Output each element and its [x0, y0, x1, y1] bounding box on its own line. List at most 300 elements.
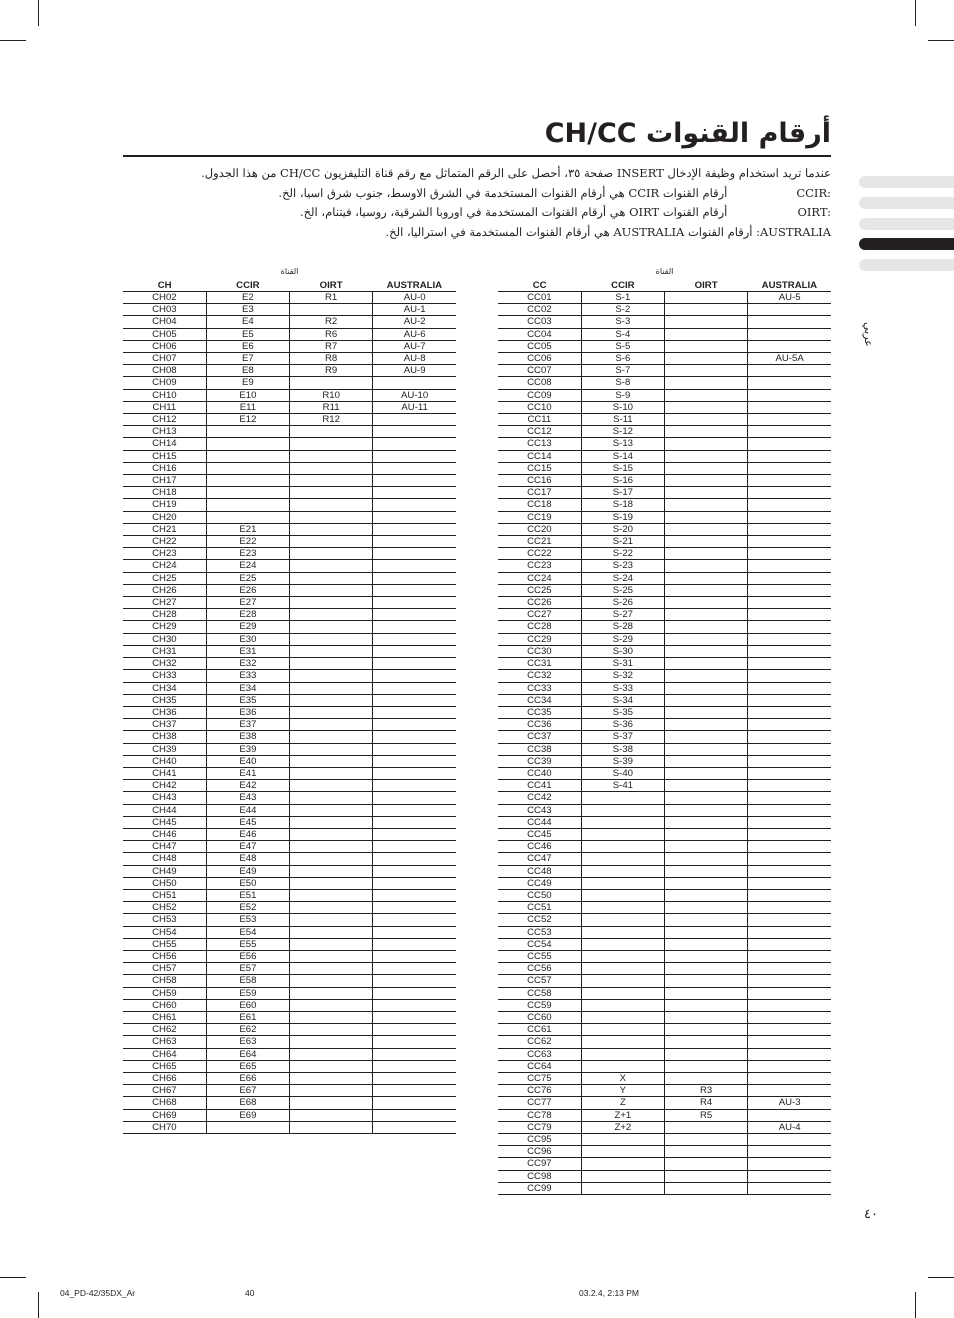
table-cell: [748, 462, 831, 474]
table-cell: CH41: [123, 767, 206, 779]
table-cell: [290, 914, 373, 926]
table-cell: [581, 1048, 664, 1060]
table-cell: CH30: [123, 633, 206, 645]
table-cell: CC51: [498, 902, 581, 914]
table-cell: E11: [206, 401, 289, 413]
table-cell: [373, 1060, 456, 1072]
table-row: [123, 340, 456, 352]
table-cell: [581, 1146, 664, 1158]
table-cell: [290, 1121, 373, 1133]
table-cell: [748, 877, 831, 889]
table-row: [123, 328, 456, 340]
section-tab: [859, 259, 954, 271]
table-cell: [665, 1134, 748, 1146]
table-cell: CC12: [498, 426, 581, 438]
table-row: [123, 682, 456, 694]
table-cell: [290, 743, 373, 755]
table-row: [498, 377, 831, 389]
table-row: [498, 389, 831, 401]
column-header: CCIR: [206, 280, 289, 292]
table-cell: S-7: [581, 365, 664, 377]
table-cell: AU-2: [373, 316, 456, 328]
table-cell: [665, 1048, 748, 1060]
intro-item-oirt: [271, 203, 831, 223]
table-cell: R11: [290, 401, 373, 413]
table-cell: E55: [206, 938, 289, 950]
table-cell: [748, 414, 831, 426]
table-cell: CH49: [123, 865, 206, 877]
table-cell: [748, 340, 831, 352]
table-cell: [665, 987, 748, 999]
table-row: [123, 902, 456, 914]
table-cell: E33: [206, 670, 289, 682]
table-cell: [581, 828, 664, 840]
table-cell: [373, 1109, 456, 1121]
table-cell: CH53: [123, 914, 206, 926]
table-cell: [373, 1048, 456, 1060]
table-row: [498, 1109, 831, 1121]
table-row: [123, 1036, 456, 1048]
table-row: [498, 975, 831, 987]
table-cell: [665, 365, 748, 377]
table-cell: E40: [206, 755, 289, 767]
table-cell: [290, 938, 373, 950]
table-cell: E27: [206, 597, 289, 609]
table-cell: [581, 841, 664, 853]
table-cell: [748, 511, 831, 523]
table-cell: [665, 584, 748, 596]
table-cell: [748, 426, 831, 438]
table-cell: CC64: [498, 1060, 581, 1072]
table-cell: S-4: [581, 328, 664, 340]
table-row: [498, 536, 831, 548]
table-cell: CH32: [123, 658, 206, 670]
table-cell: [373, 999, 456, 1011]
table-cell: [373, 792, 456, 804]
table-cell: E46: [206, 828, 289, 840]
footer-date: 03.2.4, 2:13 PM: [579, 1288, 640, 1298]
table-cell: CC22: [498, 548, 581, 560]
table-row: [123, 438, 456, 450]
table-cell: E49: [206, 865, 289, 877]
table-cell: [581, 999, 664, 1011]
table-cell: [290, 499, 373, 511]
table-cell: [665, 938, 748, 950]
table-cell: [373, 767, 456, 779]
table-cell: [665, 755, 748, 767]
column-header: CC: [498, 280, 581, 292]
table-cell: CC24: [498, 572, 581, 584]
table-header-row: [498, 280, 831, 292]
table-cell: AU-1: [373, 304, 456, 316]
table-row: [498, 609, 831, 621]
table-cell: [290, 597, 373, 609]
table-row: [498, 1073, 831, 1085]
table-cell: [373, 1011, 456, 1023]
table-cell: [581, 1036, 664, 1048]
table-cell: CC55: [498, 950, 581, 962]
table-cell: S-19: [581, 511, 664, 523]
table-cell: [665, 475, 748, 487]
table-cell: [206, 499, 289, 511]
table-cell: [581, 1158, 664, 1170]
table-cell: [665, 1024, 748, 1036]
table-cell: CH60: [123, 999, 206, 1011]
table-cell: S-23: [581, 560, 664, 572]
table-cell: [748, 536, 831, 548]
table-cell: [748, 914, 831, 926]
table-cell: CH54: [123, 926, 206, 938]
table-row: [498, 792, 831, 804]
table-cell: CH55: [123, 938, 206, 950]
table-cell: [665, 975, 748, 987]
table-row: [498, 1036, 831, 1048]
table-row: [123, 865, 456, 877]
table-cell: CC33: [498, 682, 581, 694]
table-cell: [665, 816, 748, 828]
table-cell: [748, 804, 831, 816]
table-cell: [665, 670, 748, 682]
column-header: CCIR: [581, 280, 664, 292]
table-cell: [373, 1036, 456, 1048]
table-cell: [665, 316, 748, 328]
table-cell: CC32: [498, 670, 581, 682]
table-row: [498, 645, 831, 657]
table-cell: [373, 609, 456, 621]
table-row: [498, 950, 831, 962]
table-cell: [665, 292, 748, 304]
table-row: [498, 877, 831, 889]
crop-mark: [0, 40, 26, 41]
table-cell: AU-4: [748, 1121, 831, 1133]
table-cell: CH47: [123, 841, 206, 853]
table-cell: [748, 438, 831, 450]
table-cell: E8: [206, 365, 289, 377]
table-cell: [581, 792, 664, 804]
table-cell: [748, 658, 831, 670]
table-row: [123, 426, 456, 438]
table-row: [123, 523, 456, 535]
table-cell: E25: [206, 572, 289, 584]
table-cell: [290, 377, 373, 389]
table-cell: [290, 987, 373, 999]
table-cell: [290, 572, 373, 584]
table-cell: [373, 816, 456, 828]
table-cell: CH14: [123, 438, 206, 450]
table-cell: [373, 584, 456, 596]
table-cell: S-17: [581, 487, 664, 499]
table-cell: [581, 1024, 664, 1036]
table-cell: CH38: [123, 731, 206, 743]
table-row: [123, 877, 456, 889]
table-cell: CC05: [498, 340, 581, 352]
table-cell: [748, 816, 831, 828]
table-row: [123, 1073, 456, 1085]
table-cell: [665, 1011, 748, 1023]
table-row: [123, 706, 456, 718]
table-cell: [290, 865, 373, 877]
table-cell: CH67: [123, 1085, 206, 1097]
table-cell: [373, 548, 456, 560]
table-row: [498, 743, 831, 755]
table-cell: [290, 816, 373, 828]
table-cell: [665, 1060, 748, 1072]
table-row: [123, 414, 456, 426]
table-cell: E58: [206, 975, 289, 987]
section-tab: [859, 197, 954, 209]
table-row: [498, 560, 831, 572]
table-cell: CH66: [123, 1073, 206, 1085]
table-cell: [290, 926, 373, 938]
table-cell: E48: [206, 853, 289, 865]
table-cell: E64: [206, 1048, 289, 1060]
table-cell: CC46: [498, 841, 581, 853]
table-cell: CH06: [123, 340, 206, 352]
table-cell: [373, 511, 456, 523]
table-row: [123, 1109, 456, 1121]
table-row: [123, 401, 456, 413]
table-cell: S-29: [581, 633, 664, 645]
table-cell: E28: [206, 609, 289, 621]
table-cell: S-26: [581, 597, 664, 609]
table-cell: CH18: [123, 487, 206, 499]
table-cell: CH17: [123, 475, 206, 487]
section-tab: [859, 176, 954, 188]
table-cell: CC31: [498, 658, 581, 670]
table-cell: [748, 719, 831, 731]
table-cell: [748, 633, 831, 645]
table-row: [123, 1060, 456, 1072]
table-cell: [290, 828, 373, 840]
table-cell: E9: [206, 377, 289, 389]
table-cell: [748, 999, 831, 1011]
table-cell: [581, 963, 664, 975]
table-cell: [290, 1036, 373, 1048]
table-cell: [373, 1121, 456, 1133]
table-cell: R9: [290, 365, 373, 377]
table-cell: S-3: [581, 316, 664, 328]
table-cell: Z+1: [581, 1109, 664, 1121]
table-cell: [665, 950, 748, 962]
table-cell: CH12: [123, 414, 206, 426]
table-cell: [206, 450, 289, 462]
table-cell: E5: [206, 328, 289, 340]
table-cell: [748, 889, 831, 901]
table-cell: CH02: [123, 292, 206, 304]
table-row: [498, 621, 831, 633]
table-cell: [373, 499, 456, 511]
table-cell: CC04: [498, 328, 581, 340]
table-row: [498, 841, 831, 853]
table-cell: E68: [206, 1097, 289, 1109]
table-cell: [748, 377, 831, 389]
table-cell: [206, 511, 289, 523]
table-row: [498, 1024, 831, 1036]
table-cell: CC38: [498, 743, 581, 755]
table-cell: S-34: [581, 694, 664, 706]
table-row: [123, 999, 456, 1011]
table-cell: E54: [206, 926, 289, 938]
table-cell: [290, 902, 373, 914]
table-cell: [290, 548, 373, 560]
table-cell: [290, 426, 373, 438]
table-cell: [665, 1121, 748, 1133]
table-cell: CC35: [498, 706, 581, 718]
table-cell: [748, 560, 831, 572]
table-row: [123, 389, 456, 401]
table-row: [123, 963, 456, 975]
table-cell: [373, 743, 456, 755]
item-key: AUSTRALIA:: [756, 224, 831, 239]
table-cell: [748, 597, 831, 609]
table-row: [123, 1048, 456, 1060]
table-row: [498, 682, 831, 694]
table-header-row: [123, 280, 456, 292]
table-row: [498, 889, 831, 901]
table-cell: [290, 1060, 373, 1072]
table-cell: [373, 633, 456, 645]
table-row: [123, 914, 456, 926]
table-cell: CC62: [498, 1036, 581, 1048]
table-row: [498, 670, 831, 682]
language-label: عربي: [862, 322, 875, 347]
table-cell: [581, 1011, 664, 1023]
table-cell: [373, 706, 456, 718]
table-cell: CH46: [123, 828, 206, 840]
table-cell: [581, 902, 664, 914]
table-cell: [748, 780, 831, 792]
table-cell: [748, 645, 831, 657]
table-cell: [290, 633, 373, 645]
table-row: [498, 438, 831, 450]
section-tab: [859, 218, 954, 230]
table-row: [123, 304, 456, 316]
table-row: [123, 475, 456, 487]
table-cell: [748, 1158, 831, 1170]
table-cell: [581, 975, 664, 987]
table-row: [123, 767, 456, 779]
table-cell: [581, 926, 664, 938]
item-text: أرقام القنوات CCIR هي أرقام القنوات المستخدمة في الشرق الاوسط، جنوب شرق اسيا، الخ.: [278, 185, 728, 200]
intro-item-ccir: [271, 184, 831, 204]
table-cell: S-31: [581, 658, 664, 670]
table-cell: E3: [206, 304, 289, 316]
table-cell: [665, 865, 748, 877]
table-cell: [290, 1048, 373, 1060]
table-cell: [748, 694, 831, 706]
table-cell: [748, 975, 831, 987]
table-cell: CH44: [123, 804, 206, 816]
table-cell: [581, 816, 664, 828]
table-cell: E21: [206, 523, 289, 535]
table-cell: [373, 938, 456, 950]
item-key: OIRT:: [797, 205, 831, 219]
table-cell: [665, 353, 748, 365]
table-cell: R12: [290, 414, 373, 426]
table-cell: [206, 426, 289, 438]
table-row: [123, 292, 456, 304]
table-row: [498, 755, 831, 767]
table-cell: [665, 682, 748, 694]
table-cell: [748, 755, 831, 767]
table-cell: E7: [206, 353, 289, 365]
table-cell: [748, 682, 831, 694]
table-cell: [665, 719, 748, 731]
table-cell: [748, 499, 831, 511]
table-cell: [581, 950, 664, 962]
table-caption: القناة: [655, 267, 674, 276]
table-cell: [290, 645, 373, 657]
table-cell: CC23: [498, 560, 581, 572]
table-cell: [665, 1146, 748, 1158]
table-row: [123, 1121, 456, 1133]
table-cell: CC19: [498, 511, 581, 523]
table-cell: CH23: [123, 548, 206, 560]
table-cell: CH43: [123, 792, 206, 804]
table-cell: [748, 950, 831, 962]
table-cell: [290, 523, 373, 535]
table-cell: [373, 438, 456, 450]
table-row: [498, 1121, 831, 1133]
table-cell: [748, 1182, 831, 1194]
table-cell: AU-11: [373, 401, 456, 413]
table-row: [123, 621, 456, 633]
table-row: [498, 926, 831, 938]
table-row: [123, 694, 456, 706]
table-cell: S-35: [581, 706, 664, 718]
intro-item-australia: [271, 223, 831, 243]
table-cell: [290, 1097, 373, 1109]
channel-table-ch: [123, 267, 456, 1134]
table-cell: CC20: [498, 523, 581, 535]
table-row: [123, 462, 456, 474]
table-cell: CC50: [498, 889, 581, 901]
table-cell: [665, 658, 748, 670]
table-cell: CC30: [498, 645, 581, 657]
table-cell: CH03: [123, 304, 206, 316]
table-cell: [373, 475, 456, 487]
table-cell: [665, 731, 748, 743]
table-row: [498, 1048, 831, 1060]
table-cell: CH36: [123, 706, 206, 718]
table-row: [123, 1085, 456, 1097]
table-cell: CC09: [498, 389, 581, 401]
table-cell: [665, 767, 748, 779]
table-cell: [373, 621, 456, 633]
table-cell: [748, 865, 831, 877]
table-cell: [373, 658, 456, 670]
table-cell: [748, 1024, 831, 1036]
item-key: CCIR:: [796, 185, 831, 200]
table-cell: [665, 438, 748, 450]
table-cell: CH15: [123, 450, 206, 462]
table-cell: [373, 682, 456, 694]
table-cell: [665, 792, 748, 804]
table-cell: [748, 1060, 831, 1072]
table-cell: [290, 975, 373, 987]
table-cell: CC36: [498, 719, 581, 731]
table-cell: CC39: [498, 755, 581, 767]
table-cell: [290, 609, 373, 621]
table-row: [123, 926, 456, 938]
table-row: [498, 365, 831, 377]
table-row: [498, 584, 831, 596]
crop-mark: [0, 1277, 26, 1278]
table-cell: S-37: [581, 731, 664, 743]
table-cell: S-40: [581, 767, 664, 779]
table-cell: [373, 950, 456, 962]
table-cell: [748, 938, 831, 950]
